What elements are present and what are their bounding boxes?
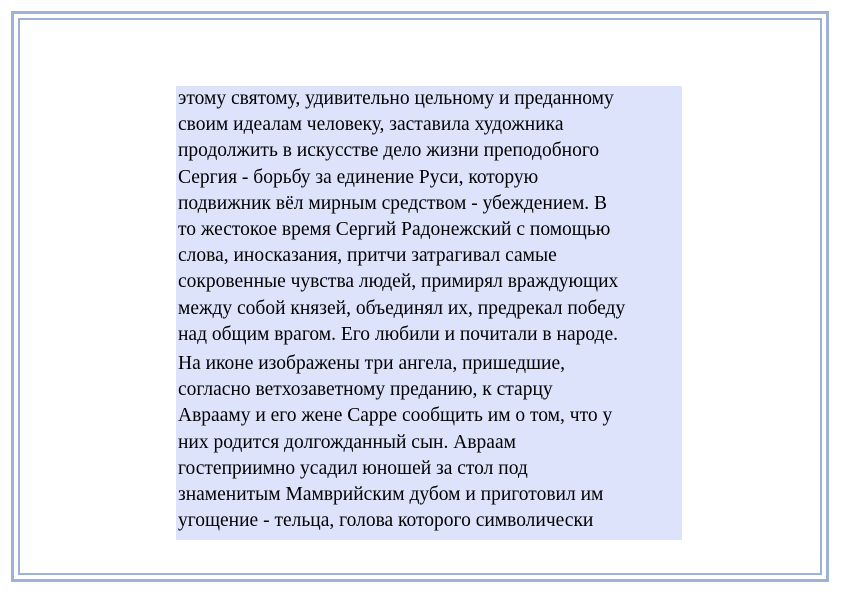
text-line: своим идеалам человеку, заставила художника — [178, 114, 564, 136]
text-line: согласно ветхозаветному преданию, к старцу — [178, 379, 553, 401]
text-line: угощение - тельца, голова которого символически — [178, 510, 594, 532]
paragraph-2 — [178, 351, 682, 534]
text-line: этому святому, удивительно цельному и преданному — [178, 88, 614, 109]
text-line: Сергия - борьбу за единение Руси, которую — [178, 166, 539, 188]
text-line: них родится долгожданный сын. Авраам — [178, 431, 516, 453]
text-line: знаменитым Мамврийским дубом и приготовил им — [178, 484, 604, 506]
text-line: подвижник вёл мирным средством - убеждением. В — [178, 192, 608, 214]
text-line: над общим врагом. Его любили и почитали в народе. — [178, 323, 618, 345]
text-line: то жестокое время Сергий Радонежский с помощью — [178, 219, 611, 241]
text-line: слова, иносказания, притчи затрагивал самые — [178, 245, 557, 267]
text-line: сокровенные чувства людей, примирял враждующих — [178, 271, 619, 293]
text-line: Аврааму и его жене Сарре сообщить им о том, что у — [178, 405, 613, 427]
text-line: На иконе изображены три ангела, пришедшие, — [178, 353, 566, 375]
text-line: гостеприимно усадил юношей за стол под — [178, 457, 528, 479]
text-line: продолжить в искусстве дело жизни преподобного — [178, 140, 600, 162]
text-line: между собой князей, объединял их, предрекал победу — [178, 297, 626, 319]
text-block — [176, 86, 682, 540]
paragraph-1 — [178, 86, 682, 348]
